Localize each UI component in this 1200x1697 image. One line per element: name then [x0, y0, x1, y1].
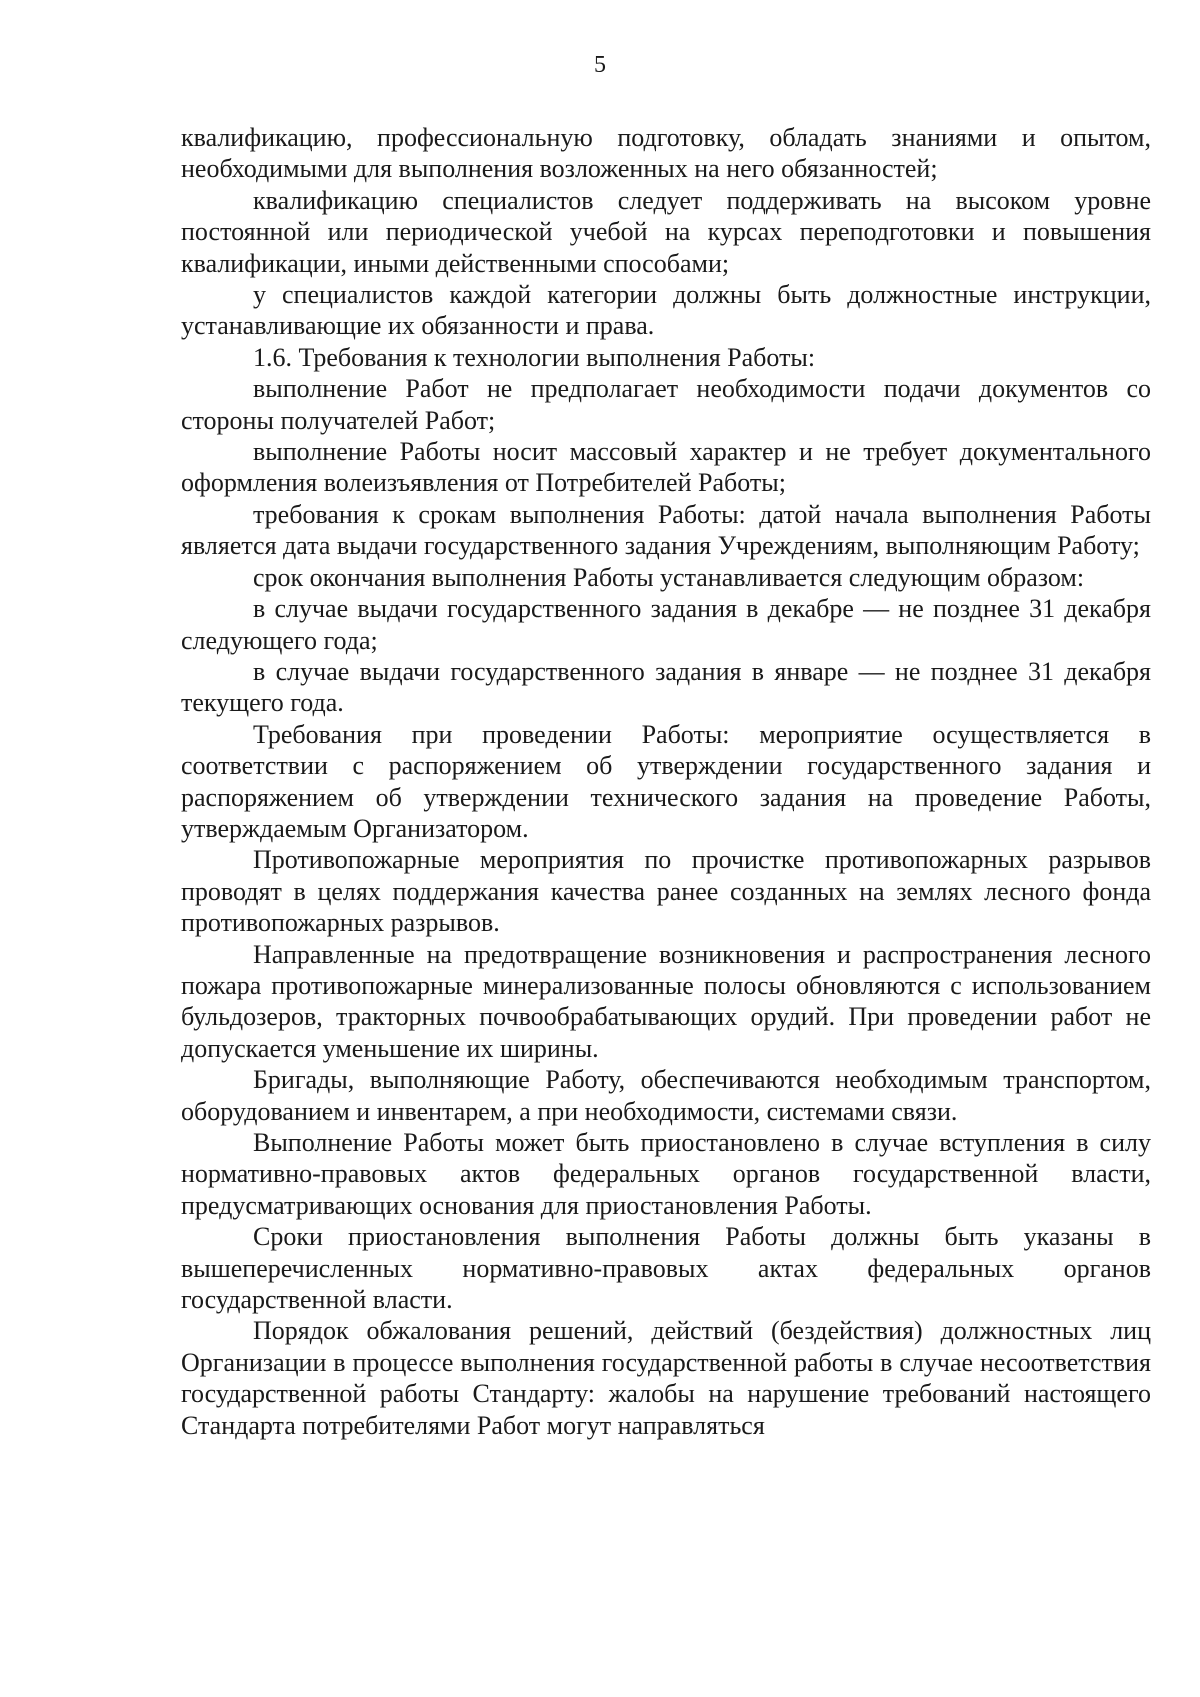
paragraph: квалификацию, профессиональную подготовку, обладать знаниями и опытом, необходимыми для выполнения возложенных на него обязанностей; — [181, 123, 1151, 184]
paragraph: требования к срокам выполнения Работы: датой начала выполнения Работы является дата выдачи государственного задания Учреждениям, выполняющим Работу; — [181, 499, 1151, 561]
paragraph: срок окончания выполнения Работы устанавливается следующим образом: — [253, 562, 1085, 592]
paragraph: Бригады, выполняющие Работу, обеспечиваются необходимым транспортом, оборудованием и инвентарем, а при необходимости, системами связи. — [181, 1065, 1151, 1126]
page-number: 5 — [594, 52, 606, 78]
paragraph: Требования при проведении Работы: мероприятие осуществляется в соответствии с распоряжением об утверждении государственного задания и распоряжением об утверждении технического задания на проведение Работы, утверждаемым Организатором. — [181, 719, 1151, 843]
paragraph: выполнение Работ не предполагает необходимости подачи документов со стороны получателей Работ; — [181, 374, 1151, 435]
paragraph: Выполнение Работы может быть приостановлено в случае вступления в силу нормативно-правовых актов федеральных органов государственной власти, предусматривающих основания для приостановления Работы. — [181, 1128, 1151, 1220]
paragraph: Сроки приостановления выполнения Работы должны быть указаны в вышеперечисленных нормативно-правовых актах федеральных органов государственной власти. — [181, 1222, 1151, 1315]
paragraph: в случае выдачи государственного задания в декабре — не позднее 31 декабря следующего года; — [181, 594, 1151, 655]
paragraph: в случае выдачи государственного задания в январе — не позднее 31 декабря текущего года. — [181, 656, 1151, 718]
section-heading: 1.6. Требования к технологии выполнения Работы: — [253, 342, 816, 372]
paragraph: квалификацию специалистов следует поддерживать на высоком уровне постоянной или периодической учебой на курсах переподготовки и повышения квалификации, иными действенными способами; — [181, 185, 1151, 278]
paragraph: выполнение Работы носит массовый характер и не требует документального оформления волеизъявления от Потребителей Работы; — [181, 437, 1151, 498]
paragraph: Порядок обжалования решений, действий (бездействия) должностных лиц Организации в процессе выполнения государственной работы в случае несоответствия государственной работы Стандарту: жалобы на нарушение требований настоящего Стандарта потребителями Работ могут направляться — [181, 1316, 1151, 1440]
document-body — [181, 122, 1151, 1441]
paragraph: у специалистов каждой категории должны быть должностные инструкции, устанавливающие их обязанности и права. — [181, 280, 1151, 341]
paragraph: Направленные на предотвращение возникновения и распространения лесного пожара противопожарные минерализованные полосы обновляются с использованием бульдозеров, тракторных почвообрабатывающих орудий. При проведении работ не допускается уменьшение их ширины. — [181, 939, 1151, 1063]
paragraph: Противопожарные мероприятия по прочистке противопожарных разрывов проводят в целях поддержания качества ранее созданных на землях лесного фонда противопожарных разрывов. — [181, 845, 1151, 938]
